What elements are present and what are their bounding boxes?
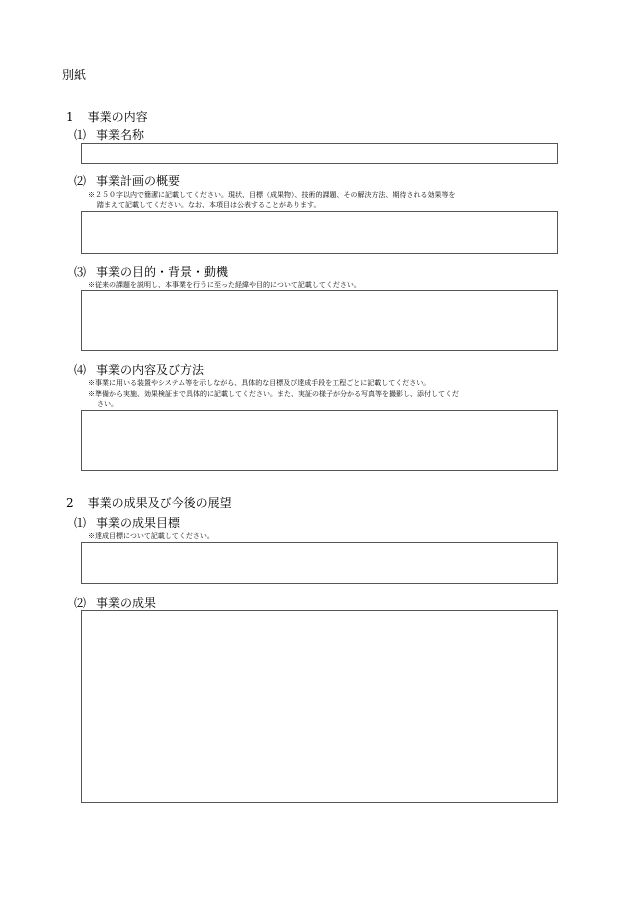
content-method-field[interactable] — [81, 410, 558, 471]
purpose-background-field[interactable] — [81, 290, 558, 351]
section-title: 事業の内容 — [87, 110, 148, 124]
item-title: 事業の成果目標 — [96, 516, 181, 530]
instruction-note: さい。 — [97, 400, 118, 408]
section-number: 2 — [66, 496, 74, 510]
item-title: 事業の目的・背景・動機 — [96, 265, 229, 279]
item-2-1-heading — [74, 514, 180, 531]
instruction-note: ※２５０字以内で簡潔に記載してください。現状、目標（成果物）、技術的課題、その解決方法、期待される効果等を — [88, 191, 456, 199]
section-number: 1 — [66, 110, 74, 124]
plan-overview-field[interactable] — [81, 211, 558, 254]
item-title: 事業の内容及び方法 — [96, 363, 205, 377]
outcome-target-field[interactable] — [81, 542, 558, 584]
item-2-2-heading — [74, 594, 156, 611]
instruction-note: ※準備から実施、効果検証まで具体的に記載してください。また、実証の様子が分かる写真等を撮影し、添付してくだ — [88, 390, 459, 398]
item-title: 事業名称 — [96, 128, 145, 142]
instruction-note: ※達成目標について記載してください。 — [88, 532, 214, 540]
instruction-note: ※事業に用いる装置やシステム等を示しながら、具体的な目標及び達成手段を工程ごとに記載してください。 — [88, 379, 431, 387]
item-1-4-heading — [74, 361, 204, 378]
instruction-note: 踏まえて記載してください。なお、本項目は公表することがあります。 — [97, 201, 321, 209]
item-number: ⑶ — [74, 265, 87, 279]
instruction-note: ※従来の課題を説明し、本事業を行うに至った経緯や目的について記載してください。 — [88, 281, 361, 289]
item-number: ⑵ — [74, 596, 87, 610]
section-2-heading — [66, 494, 232, 511]
item-title: 事業計画の概要 — [96, 174, 181, 188]
item-number: ⑷ — [74, 363, 87, 377]
item-1-2-heading — [74, 172, 180, 189]
item-title: 事業の成果 — [96, 596, 157, 610]
item-1-1-heading — [74, 126, 144, 143]
document-header-label: 別紙 — [62, 68, 87, 82]
item-number: ⑵ — [74, 174, 87, 188]
section-title: 事業の成果及び今後の展望 — [87, 496, 232, 510]
item-number: ⑴ — [74, 516, 87, 530]
item-1-3-heading — [74, 263, 228, 280]
project-name-field[interactable] — [81, 143, 558, 164]
item-number: ⑴ — [74, 128, 87, 142]
outcome-result-field[interactable] — [81, 610, 558, 803]
section-1-heading — [66, 108, 148, 125]
